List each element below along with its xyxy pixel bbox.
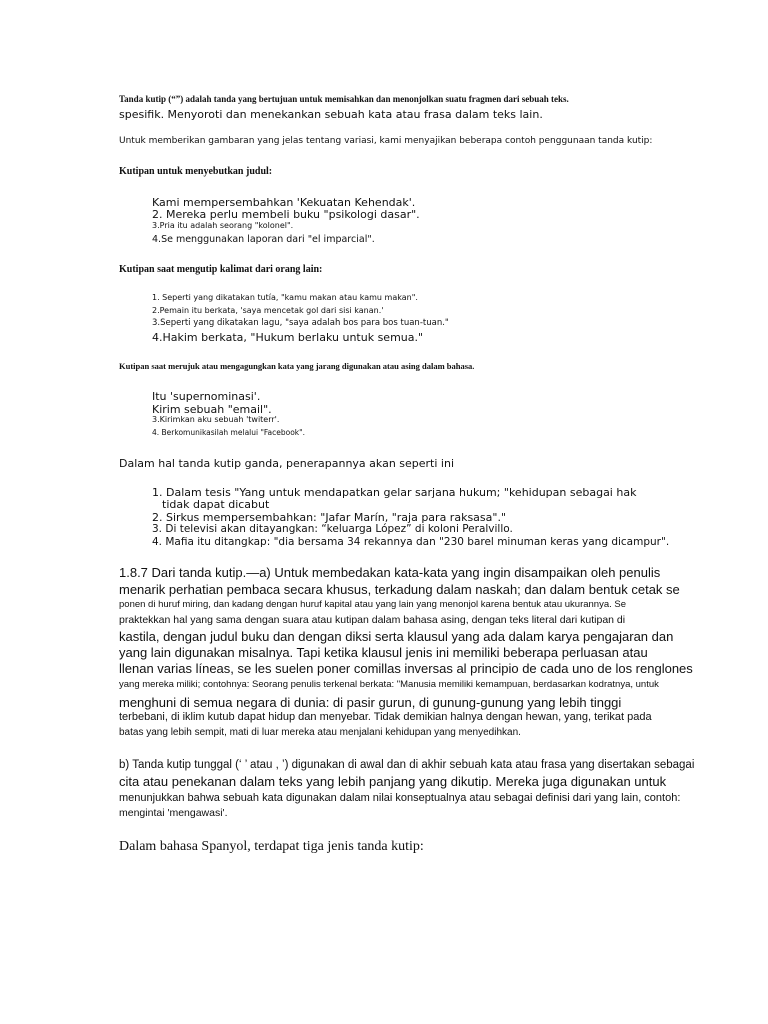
closing-line: Dalam bahasa Spanyol, terdapat tiga jenis tanda kutip: <box>119 839 424 854</box>
list-item: 3.Kirimkan aku sebuah 'twiterr'. <box>152 415 280 424</box>
list-item: Kami mempersembahkan 'Kekuatan Kehendak'. <box>152 196 416 209</box>
list-item: 2. Mereka perlu membeli buku "psikologi dasar". <box>152 208 420 221</box>
paragraph-line: yang mereka miliki; contohnya: Seorang penulis terkenal berkata: "Manusia memiliki kemampuan, berdasarkan kodratnya, untuk <box>119 679 659 690</box>
section-heading-titles: Kutipan untuk menyebutkan judul: <box>119 166 273 177</box>
list-item: 4. Mafia itu ditangkap: "dia bersama 34 rekannya dan "230 barel minuman keras yang dicampur". <box>152 536 670 548</box>
list-item: 3.Pria itu adalah seorang "kolonel". <box>152 221 294 230</box>
section-heading-double-quotes: Dalam hal tanda kutip ganda, penerapannya akan seperti ini <box>119 457 455 470</box>
list-item: 4. Berkomunikasilah melalui "Facebook". <box>152 428 305 437</box>
paragraph-line: mengintai 'mengawasi'. <box>119 807 228 819</box>
paragraph-line: menunjukkan bahwa sebuah kata digunakan dalam nilai konseptualnya atau sebagai definisi dari yang lain, contoh: <box>119 792 681 804</box>
list-item: 4.Hakim berkata, "Hukum berlaku untuk semua." <box>152 331 424 344</box>
paragraph-line: ponen di huruf miring, dan kadang dengan huruf kapital atau yang lain yang menonjol karena bentuk atau ukurannya. Se <box>119 599 627 610</box>
intro-line-3: Untuk memberikan gambaran yang jelas tentang variasi, kami menyajikan beberapa contoh penggunaan tanda kutip: <box>119 136 653 146</box>
list-item: 2.Pemain itu berkata, 'saya mencetak gol dari sisi kanan.' <box>152 306 384 315</box>
paragraph-line: praktekkan hal yang sama dengan suara atau kutipan dalam bahasa asing, dengan teks literal dari kutipan di <box>119 614 626 626</box>
paragraph-line: b) Tanda kutip tunggal (‘ ’ atau , ’) digunakan di awal dan di akhir sebuah kata atau frasa yang disertakan sebagai <box>119 759 695 771</box>
paragraph-line: menarik perhatian pembaca secara khusus, terkadung dalam naskah; dan dalam bentuk cetak se <box>119 582 680 597</box>
paragraph-line: 1.8.7 Dari tanda kutip.—a) Untuk membedakan kata-kata yang ingin disampaikan oleh penulis <box>119 565 661 580</box>
intro-line-1: Tanda kutip (“”) adalah tanda yang bertujuan untuk memisahkan dan menonjolkan suatu fragmen dari sebuah teks. <box>119 94 569 104</box>
intro-line-2: spesifik. Menyoroti dan menekankan sebuah kata atau frasa dalam teks lain. <box>119 108 543 121</box>
list-item: 3. Di televisi akan ditayangkan: “keluarga López” di koloni Peralvillo. <box>152 523 513 535</box>
list-item: Kirim sebuah "email". <box>152 403 272 416</box>
list-item: Itu 'supernominasi'. <box>152 390 261 403</box>
paragraph-line: cita atau penekanan dalam teks yang lebih panjang yang dikutip. Mereka juga digunakan untuk <box>119 774 667 789</box>
paragraph-line: yang lain digunakan misalnya. Tapi ketika klausul jenis ini memiliki beberapa perluasan atau <box>119 645 648 660</box>
list-item: 3.Seperti yang dikatakan lagu, "saya adalah bos para bos tuan-tuan." <box>152 318 449 328</box>
paragraph-line: terbebani, di iklim kutub dapat hidup dan menyebar. Tidak demikian halnya dengan hewan, yang, terikat pada <box>119 711 652 723</box>
list-item: 4.Se menggunakan laporan dari "el imparcial". <box>152 234 375 245</box>
list-item: 1. Dalam tesis "Yang untuk mendapatkan gelar sarjana hukum; "kehidupan sebagai hak <box>152 486 637 499</box>
paragraph-line: menghuni di semua negara di dunia: di pasir gurun, di gunung-gunung yang lebih tinggi <box>119 695 622 710</box>
section-heading-foreign-words: Kutipan saat merujuk atau mengagungkan kata yang jarang digunakan atau asing dalam bahasa. <box>119 361 475 371</box>
paragraph-line: llenan varias líneas, se les suelen poner comillas inversas al principio de cada uno de los renglones <box>119 661 693 676</box>
list-item: 1. Seperti yang dikatakan tutía, "kamu makan atau kamu makan". <box>152 293 418 302</box>
list-item: tidak dapat dicabut <box>162 498 270 511</box>
paragraph-line: kastila, dengan judul buku dan dengan diksi serta klausul yang ada dalam karya pengajaran dan <box>119 629 674 644</box>
section-heading-quotes: Kutipan saat mengutip kalimat dari orang lain: <box>119 264 323 275</box>
paragraph-line: batas yang lebih sempit, mati di luar mereka atau menjalani kehidupan yang menyedihkan. <box>119 727 521 738</box>
list-item: 2. Sirkus mempersembahkan: "Jafar Marín, "raja para raksasa"." <box>152 511 506 524</box>
